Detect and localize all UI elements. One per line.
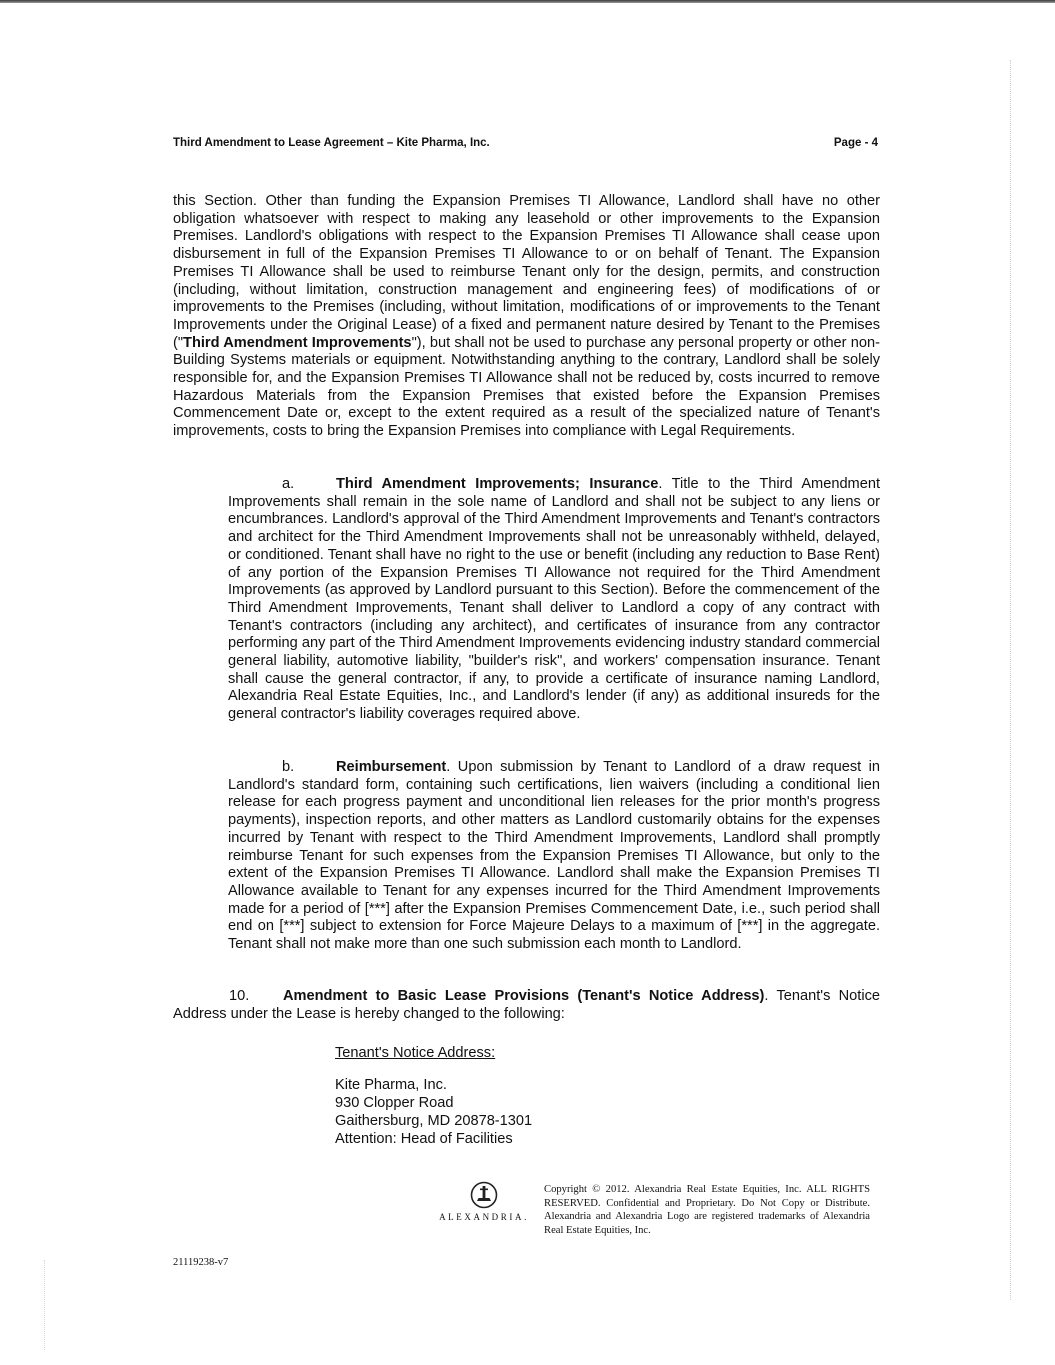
section-b-paragraph [228,759,880,954]
section-10-paragraph [173,988,880,1023]
section-a-paragraph [228,476,880,724]
document-id: 21119238-v7 [173,1257,229,1268]
address-line: Gaithersburg, MD 20878-1301 [335,1113,533,1129]
section-b-marker: b. [282,759,295,775]
address-line: Attention: Head of Facilities [335,1131,513,1147]
intro-text-2: "), but shall not be used to purchase any personal property or other non-Building Systems materials or equipment. Notwithstanding anything to the contrary, Landlord shall be solely responsible for, and the Expansion Premises TI Allowance shall not be reduced by, costs incurred to remove Hazardous Materials from the Expansion Premises that existed before the Expansion Premises Commencement Date or, except to the extent required as a result of the specialized nature of Tenant's improvements, costs to bring the Expansion Premises into compliance with Legal Requirements. [173,334,880,440]
notice-address-heading: Tenant's Notice Address: [335,1045,496,1061]
scan-top-edge [0,0,1055,3]
address-line: Kite Pharma, Inc. [335,1077,447,1093]
section-10-marker: 10. [229,988,250,1004]
document-title: Third Amendment to Lease Agreement – Kite Pharma, Inc. [173,137,490,149]
intro-text-1: this Section. Other than funding the Expansion Premises TI Allowance, Landlord shall have no other obligation whatsoever with respect to making any leasehold or other improvements to the Expansion Premises. Landlord's obligations with respect to the Expansion Premises TI Allowance shall cease upon disbursement in full of the Expansion Premises TI Allowance to or on behalf of Tenant. The Expansion Premises TI Allowance shall be used to reimburse Tenant only for the design, permits, and construction (including, without limitation, construction management and engineering fees) of modifications of or improvements to the Premises (including, without limitation, modifications of or improvements to the Tenant Improvements under the Original Lease) of a fixed and permanent nature desired by Tenant to the Premises (" [173,193,880,351]
section-b-heading: Reimbursement [336,759,447,775]
section-a-marker: a. [282,476,295,492]
section-a-text: . Title to the Third Amendment Improvements shall remain in the sole name of Landlord and shall not be subject to any liens or encumbrances. Landlord's approval of the Third Amendment Improvements and Tenant's contractors and architect for the Third Amendment Improvements shall not be unreasonably withheld, delayed, or conditioned. Tenant shall have no right to the use or benefit (including any reduction to Base Rent) of any portion of the Expansion Premises TI Allowance not required for the Third Amendment Improvements (as approved by Landlord pursuant to this Section). Before the commencement of the Third Amendment Improvements, Tenant shall deliver to Landlord a copy of any contract with Tenant's contractors (including any architect), and certificates of insurance from any contractor performing any part of the Third Amendment Improvements evidencing industry standard commercial general liability, automotive liability, "builder's risk", and workers' compensation insurance. Tenant shall cause the general contractor, if any, to provide a certificate of insurance naming Landlord, Alexandria Real Estate Equities, Inc., and Landlord's lender (if any) as additional insureds for the general contractor's liability coverages required above. [228,476,881,723]
copyright-notice: Copyright © 2012. Alexandria Real Estate Equities, Inc. ALL RIGHTS RESERVED. Confidential and Proprietary. Do Not Copy or Distribute. Alexandria and Alexandria Logo are registered trademarks of Alexandria Real Estate Equities, Inc. [544,1184,870,1236]
section-10-heading: Amendment to Basic Lease Provisions (Tenant's Notice Address) [283,988,765,1004]
notice-address-block [335,1076,532,1148]
scan-right-edge [1009,60,1011,1300]
alexandria-logo [436,1180,532,1222]
alexandria-emblem-icon [469,1180,499,1210]
section-b-text: . Upon submission by Tenant to Landlord of a draw request in Landlord's standard form, containing such certifications, lien waivers (including a conditional lien release for each progress payment and unconditional lien releases for the prior month's progress payments), inspection reports, and other matters as Landlord customarily obtains for the expenses incurred by Tenant with respect to the Third Amendment Improvements, Landlord shall promptly reimburse Tenant for such expenses from the Expansion Premises TI Allowance, but only to the extent of the Expansion Premises TI Allowance. Landlord shall make the Expansion Premises TI Allowance available to Tenant for any expenses incurred for the Third Amendment Improvements made for a period of [***] after the Expansion Premises Commencement Date, i.e., such period shall end on [***] subject to extension for Force Majeure Delays to a maximum of [***] in the aggregate. Tenant shall not make more than one such submission each month to Landlord. [228,759,880,953]
intro-paragraph [173,193,880,441]
scan-left-edge [44,1260,46,1350]
page-header [173,137,878,149]
page-number: Page - 4 [833,137,878,149]
logo-wordmark: ALEXANDRIA. [439,1212,529,1222]
address-line: 930 Clopper Road [335,1095,454,1111]
section-a-heading: Third Amendment Improvements; Insurance [336,476,659,492]
section-10-text: . Tenant's Notice Address under the Lease is hereby changed to the following: [173,988,880,1022]
defined-term: Third Amendment Improvements [183,334,412,351]
